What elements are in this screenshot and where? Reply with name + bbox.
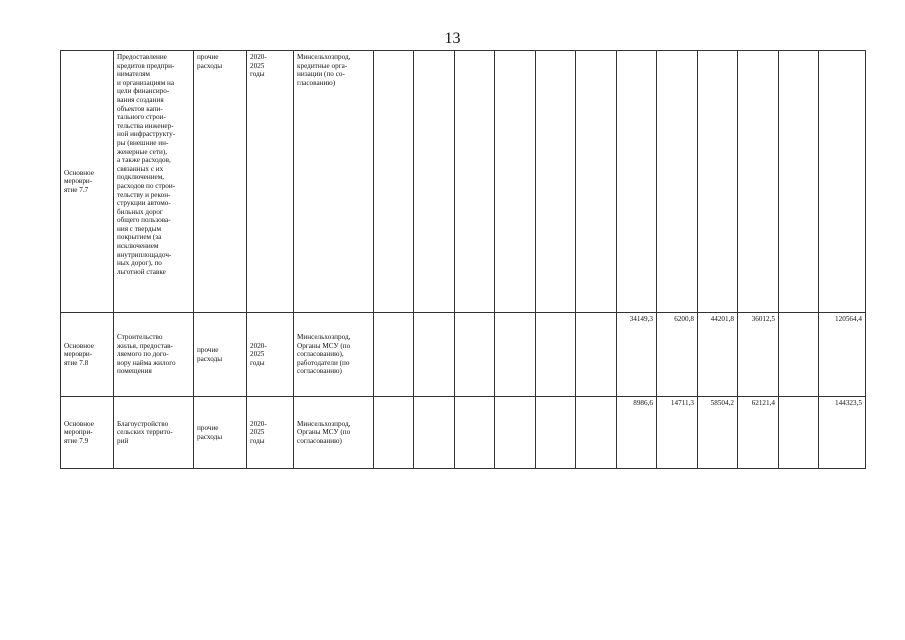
executor-cell: Минсельхозпрод, кредитные орга- низации (по со- гласованию) [294,51,374,313]
value-cell [455,313,495,397]
value-cell [738,51,779,313]
table-row [61,313,866,397]
period-cell: 2020- 2025 годы [247,51,294,313]
expense-type-cell: прочие расходы [194,397,247,469]
value-cell [414,397,455,469]
value-cell: 14711,3 [657,397,698,469]
value-cell: 120564,4 [819,313,866,397]
page-number: 13 [444,30,461,47]
value-cell: 44201,8 [698,313,738,397]
value-cell [414,313,455,397]
value-cell [455,51,495,313]
executor-cell: Минсельхозпрод, Органы МСУ (по согласованию) [294,397,374,469]
expense-type-cell: прочие расходы [194,313,247,397]
value-cell [779,313,819,397]
value-cell [657,51,698,313]
value-cell [536,397,576,469]
value-cell [374,397,414,469]
value-cell [536,313,576,397]
value-cell [779,51,819,313]
value-cell: 6200,8 [657,313,698,397]
period-cell: 2020- 2025 годы [247,313,294,397]
value-cell [374,313,414,397]
value-cell [536,51,576,313]
program-table [60,50,866,469]
value-cell [779,397,819,469]
activity-cell: Основное мероври- ятие 7.7 [61,51,114,313]
value-cell: 58504,2 [698,397,738,469]
executor-cell: Минсельхозпрод, Органы МСУ (по согласованию), работодатели (по согласованию) [294,313,374,397]
value-cell [576,397,617,469]
value-cell: 36012,5 [738,313,779,397]
value-cell: 34149,3 [617,313,657,397]
value-cell [495,313,536,397]
table-row [61,397,866,469]
value-cell [576,313,617,397]
value-cell: 144323,5 [819,397,866,469]
value-cell [819,51,866,313]
description-cell: Строительство жилья, предостав- ляемого по дого- вору найма жилого помещения [114,313,194,397]
value-cell [495,51,536,313]
value-cell [374,51,414,313]
expense-type-cell: прочие расходы [194,51,247,313]
activity-cell: Основное меропри- ятие 7.9 [61,397,114,469]
value-cell [495,397,536,469]
period-cell: 2020- 2025 годы [247,397,294,469]
value-cell [698,51,738,313]
description-cell: Благоустройство сельских террито- рий [114,397,194,469]
value-cell [617,51,657,313]
description-cell: Предоставление кредитов предпри- нимателям и организациям на цели финансиро- вания создания объектов капи- тального строи- тельства инженер- ной инфраструкту- ры (внешние ин- женерные сети), а также расходов, связанных с их подключением, расходов по строи- тельству и рекон- струкции автомо- бильных дорог общего пользова- ния с твердым покрытием (за исключением внутриплощадоч- ных дорог), по льготной ставке [114,51,194,313]
value-cell [455,397,495,469]
value-cell: 8986,6 [617,397,657,469]
value-cell: 62121,4 [738,397,779,469]
value-cell [576,51,617,313]
value-cell [414,51,455,313]
table-row [61,51,866,313]
activity-cell: Основное мероври- ятие 7.8 [61,313,114,397]
